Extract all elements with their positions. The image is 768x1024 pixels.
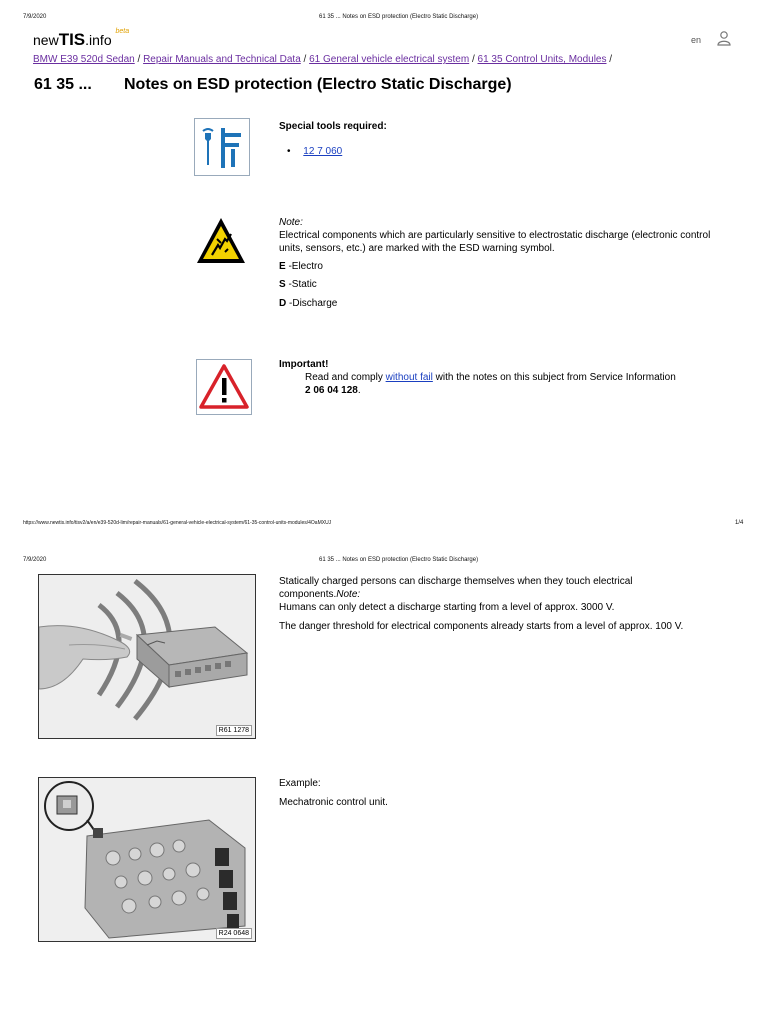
discharge-text-a: Statically charged persons can discharge themselves when they touch electrical components. — [279, 576, 633, 600]
brand-info: .info — [85, 32, 112, 48]
special-tool-link[interactable]: 12 7 060 — [303, 146, 343, 157]
user-icon[interactable] — [717, 30, 731, 46]
mechatronic-text: Mechatronic control unit. — [279, 797, 388, 808]
brand-logo[interactable] — [33, 30, 129, 50]
esd-letter: E — [279, 261, 286, 272]
esd-word: -Static — [285, 279, 317, 290]
note-text: Electrical components which are particularly sensitive to electrostatic discharge (electronic control units, sensors, etc.) are marked with the ESD warning symbol. — [279, 230, 711, 254]
page1-footer-page: 1/4 — [735, 520, 744, 526]
breadcrumb-sep: / — [469, 54, 478, 65]
brand-new: new — [33, 32, 59, 48]
breadcrumb-repair-manuals[interactable]: Repair Manuals and Technical Data — [143, 54, 301, 65]
page1-header-date: 7/9/2020 — [23, 14, 47, 20]
page1-header-title: 61 35 ... Notes on ESD protection (Electro Static Discharge) — [319, 14, 479, 20]
esd-word: -Discharge — [286, 298, 338, 309]
breadcrumb-sep: / — [300, 54, 310, 65]
breadcrumb-electrical-system[interactable]: 61 General vehicle electrical system — [309, 54, 470, 65]
page1-footer-url: https://www.newtis.info/tisv2/a/en/e39-520d-lim/repair-manuals/61-general-vehicle-electrical-system/61-35-control-units-modules/4OaMXUJ — [23, 520, 332, 526]
page-title-code: 61 35 ... — [34, 76, 92, 93]
danger-threshold-text: The danger threshold for electrical components already starts from a level of approx. 100 V. — [279, 621, 684, 632]
photo-label-r24: R24 0648 — [216, 928, 252, 939]
important-text-post: with the notes on this subject from Service Information — [432, 372, 676, 383]
breadcrumb-control-units[interactable]: 61 35 Control Units, Modules — [477, 54, 607, 65]
esd-letter: D — [279, 298, 287, 309]
esd-letter: S — [279, 279, 286, 290]
note-label: Note: — [279, 217, 303, 228]
special-tool-item — [287, 146, 342, 157]
brand-tis: TIS — [58, 30, 86, 49]
discharge-note-label: Note: — [336, 589, 361, 600]
special-tools-icon — [194, 118, 250, 176]
breadcrumb-sep: / — [606, 54, 613, 65]
photo-label-r61: R61 1278 — [216, 725, 252, 736]
page-title: Notes on ESD protection (Electro Static Discharge) — [124, 76, 512, 93]
language-selector[interactable]: en — [691, 35, 702, 45]
breadcrumb-vehicle[interactable]: BMW E39 520d Sedan — [33, 54, 135, 65]
mechatronic-unit-photo — [38, 777, 256, 942]
page2-header-date: 7/9/2020 — [23, 557, 47, 563]
breadcrumb — [33, 54, 612, 65]
without-fail-link[interactable]: without fail — [385, 372, 433, 383]
caution-triangle-icon — [196, 359, 252, 415]
esd-row-e — [279, 260, 323, 273]
esd-row-d — [279, 297, 337, 310]
esd-warning-icon — [195, 215, 247, 267]
important-text-pre: Read and comply — [305, 372, 386, 383]
breadcrumb-sep: / — [134, 54, 144, 65]
detection-threshold-text: Humans can only detect a discharge starting from a level of approx. 3000 V. — [279, 602, 615, 613]
service-info-ref: 2 06 04 128 — [305, 385, 358, 396]
brand-beta: beta — [115, 28, 130, 35]
esd-row-s — [279, 278, 317, 291]
special-tools-heading: Special tools required: — [279, 121, 387, 132]
example-label: Example: — [279, 778, 321, 789]
page2-header-title: 61 35 ... Notes on ESD protection (Electro Static Discharge) — [319, 557, 479, 563]
important-text-end: . — [357, 385, 361, 396]
important-heading: Important! — [279, 359, 329, 370]
esd-word: -Electro — [285, 261, 323, 272]
discharge-text — [279, 575, 699, 601]
important-text — [305, 371, 725, 397]
bullet-icon: • — [287, 146, 291, 157]
esd-discharge-photo — [38, 574, 256, 739]
